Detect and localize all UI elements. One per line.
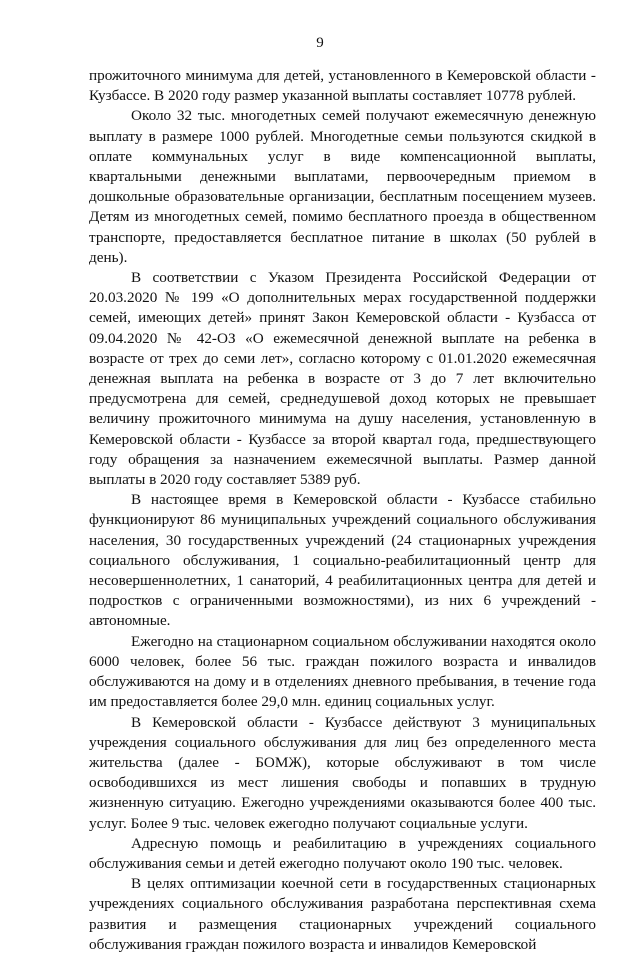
- paragraph-homeless-service: В Кемеровской области - Кузбассе действуют 3 муниципальных учреждения социального обслуживания для лиц без определенного места жительства (далее - БОМЖ), которые обслуживают в том числе освободившихся из мест лишения свободы и попавших в трудную жизненную ситуацию. Ежегодно учреждениями оказываются более 400 тыс. услуг. Более 9 тыс. человек ежегодно получают социальные услуги.: [89, 713, 596, 832]
- paragraph-large-families: Около 32 тыс. многодетных семей получают ежемесячную денежную выплату в размере 1000 рублей. Многодетные семьи пользуются скидкой в оплате коммунальных услуг в виде компенсационной выплаты, квартальными денежными выплатами, первоочередным приемом в дошкольные образовательные организации, бесплатным посещением музеев. Детям из многодетных семей, помимо бесплатного проезда в общественном транспорте, предоставляется бесплатное питание в школах (50 рублей в день).: [89, 107, 596, 266]
- page-number: 9: [316, 35, 324, 51]
- document-body: [89, 66, 596, 955]
- paragraph-bed-network-optimization: В целях оптимизации коечной сети в государственных стационарных учреждениях социального обслуживания разработана перспективная схема развития и размещения стационарных учреждений социального обслуживания граждан пожилого возраста и инвалидов Кемеровской: [89, 875, 596, 953]
- paragraph-social-institutions: В настоящее время в Кемеровской области - Кузбассе стабильно функционируют 86 муниципальных учреждений социального обслуживания населения, 30 государственных учреждений (24 стационарных учреждения социального обслуживания, 1 социально-реабилитационный центр для несовершеннолетних, 1 санаторий, 4 реабилитационных центра для детей и подростков с ограниченными возможностями), из них 6 учреждений - автономные.: [89, 491, 596, 630]
- paragraph-continuation: прожиточного минимума для детей, установленного в Кемеровской области - Кузбассе. В 2020 году размер указанной выплаты составляет 10778 рублей.: [89, 67, 596, 105]
- paragraph-family-assistance: Адресную помощь и реабилитацию в учреждениях социального обслуживания семьи и детей ежегодно получают около 190 тыс. человек.: [89, 834, 596, 872]
- paragraph-child-payment-law: В соответствии с Указом Президента Российской Федерации от 20.03.2020 № 199 «О дополнительных мерах государственной поддержки семей, имеющих детей» принят Закон Кемеровской области - Кузбасса от 09.04.2020 № 42-ОЗ «О ежемесячной денежной выплате на ребенка в возрасте от трех до семи лет», согласно которому с 01.01.2020 ежемесячная денежная выплата на ребенка в возрасте от 3 до 7 лет включительно предусмотрена для семей, среднедушевой доход которых не превышает величину прожиточного минимума на душу населения, установленную в Кемеровской области - Кузбассе за второй квартал года, предшествующего году обращения за назначением ежемесячной выплаты. Размер данной выплаты в 2020 году составляет 5389 руб.: [89, 269, 596, 489]
- paragraph-inpatient-service: Ежегодно на стационарном социальном обслуживании находятся около 6000 человек, более 56 тыс. граждан пожилого возраста и инвалидов обслуживаются на дому и в отделениях дневного пребывания, в течение года им предоставляется более 29,0 млн. единиц социальных услуг.: [89, 632, 596, 711]
